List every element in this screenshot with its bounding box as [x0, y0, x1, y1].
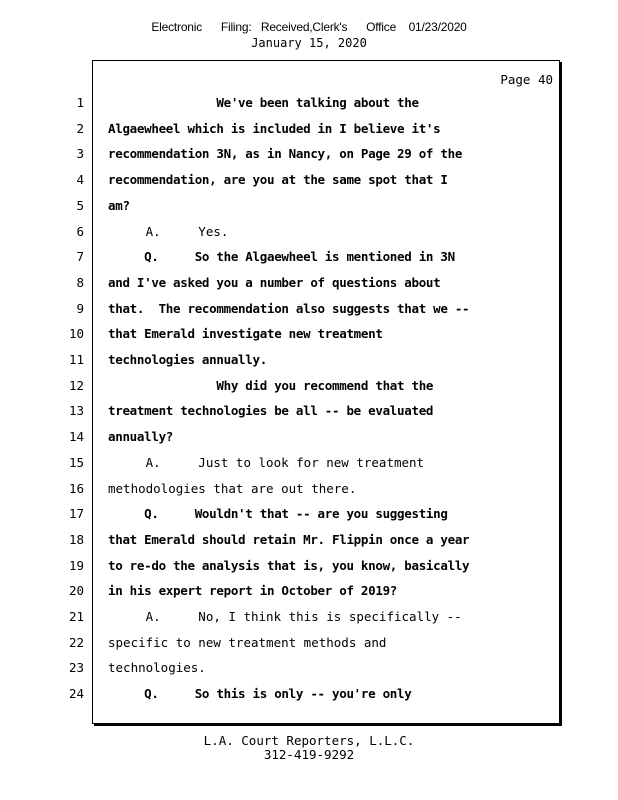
court-reporter-phone: 312-419-9292 — [263, 747, 355, 762]
transcript-line: technologies annually. — [108, 352, 267, 367]
transcript-line: recommendation 3N, as in Nancy, on Page 29 of the — [108, 146, 463, 161]
transcript-line: A. Yes. — [108, 224, 229, 239]
transcript-line: Q. Wouldn't that -- are you suggesting — [108, 506, 448, 521]
transcript-date: January 15, 2020 — [251, 36, 367, 50]
transcript-line: Q. So the Algaewheel is mentioned in 3N — [108, 249, 455, 264]
transcript-line: am? — [108, 198, 130, 213]
line-number: 24 — [68, 686, 84, 701]
transcript-line: A. No, I think this is specifically -- — [108, 609, 462, 624]
transcript-line: recommendation, are you at the same spot that I — [108, 172, 448, 187]
court-reporter-name: L.A. Court Reporters, L.L.C. — [203, 733, 415, 748]
line-number: 6 — [76, 224, 84, 239]
line-number: 10 — [68, 326, 84, 341]
line-number: 21 — [68, 609, 84, 624]
line-number: 2 — [76, 121, 84, 136]
transcript-line: technologies. — [108, 660, 206, 675]
line-number: 13 — [68, 403, 84, 418]
line-number: 5 — [76, 198, 84, 213]
transcript-line: Algaewheel which is included in I believe it's — [108, 121, 441, 136]
line-number: 11 — [68, 352, 84, 367]
transcript-line: methodologies that are out there. — [108, 481, 357, 496]
transcript-line: and I've asked you a number of questions about — [108, 275, 441, 290]
line-number: 14 — [68, 429, 84, 444]
line-number: 1 — [76, 95, 84, 110]
transcript-line: to re-do the analysis that is, you know, basically — [108, 558, 470, 573]
line-number: 23 — [68, 660, 84, 675]
transcript-line: that Emerald investigate new treatment — [108, 326, 383, 341]
electronic-filing-stamp: Electronic Filing: Received,Clerk's Office 01/23/2020 — [151, 20, 467, 34]
line-number: 4 — [76, 172, 84, 187]
line-number: 9 — [76, 301, 84, 316]
page-number: Page 40 — [500, 72, 553, 87]
transcript-line: We've been talking about the — [108, 95, 419, 110]
line-number: 15 — [68, 455, 84, 470]
line-number: 16 — [68, 481, 84, 496]
transcript-line: A. Just to look for new treatment — [108, 455, 425, 470]
line-number: 19 — [68, 558, 84, 573]
line-number: 12 — [68, 378, 84, 393]
line-number: 8 — [76, 275, 84, 290]
transcript-line: Why did you recommend that the — [108, 378, 434, 393]
transcript-line: that Emerald should retain Mr. Flippin once a year — [108, 532, 470, 547]
transcript-line: specific to new treatment methods and — [108, 635, 387, 650]
line-number: 20 — [68, 583, 84, 598]
transcript-line: annually? — [108, 429, 174, 444]
transcript-line: treatment technologies be all -- be evaluated — [108, 403, 434, 418]
transcript-line: in his expert report in October of 2019? — [108, 583, 398, 598]
line-number: 3 — [76, 146, 84, 161]
line-number: 17 — [68, 506, 84, 521]
line-number: 7 — [76, 249, 84, 264]
line-number: 18 — [68, 532, 84, 547]
transcript-line: Q. So this is only -- you're only — [108, 686, 412, 701]
line-number: 22 — [68, 635, 84, 650]
transcript-line: that. The recommendation also suggests that we -- — [108, 301, 470, 316]
